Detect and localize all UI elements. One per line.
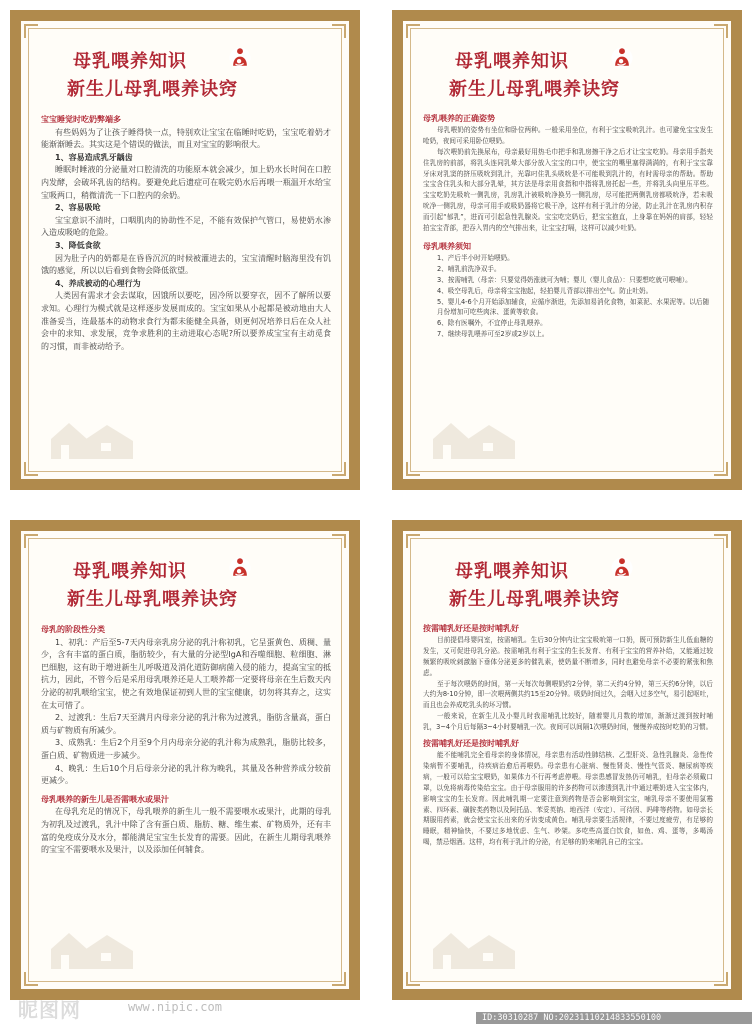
list-item: 7、继续母乳喂养可至2岁或2岁以上。	[437, 330, 549, 339]
paragraph: 能不能哺乳完全看母亲的身体情况，母亲患有活动性肺结核、乙型肝炎、急性乳腺炎、急性传染病暂不要哺乳，待疾病治愈后再喂奶。母亲患有心脏病、慢性肾炎、慢性气管炎、糖尿病等疾病，一般可以给宝宝喂奶，如果体力不行再考虑停喂。母亲患感冒发热仍可哺乳，但母亲必须戴口罩，以免将病毒传染给宝宝。由于母亲服用的许多药物可以渗透到乳汁中通过喂奶进入宝宝体内，影响宝宝的生长发育。因此哺乳期一定要注意到药物是否会影响到宝宝，哺乳母亲不要使用氯霉素、四环素、磺胺类药物以及阿托品、苯妥英钠、地西泮（安定）、可待因、吗啡等药物。如母亲长期服用药素，就会使宝宝长出来的牙齿变成黄色。哺乳母亲要生活规律，不要过度疲劳，有足够的睡眠，精神愉快，不要过多地忧虑、生气、吵架。多吃些高蛋白饮食，如鱼、鸡、蛋等，多喝汤喝，禁忌烟酒。这样，均有利于乳汁的分泌，有足够的奶来哺乳自己的宝宝。	[423, 750, 713, 847]
poster-inner	[21, 21, 349, 479]
house-watermark-icon	[429, 417, 519, 461]
section-title: 母乳喂养的正确姿势	[423, 114, 495, 123]
paragraph: 宝宝意识不清时，口咽肌肉的协助性不足，不能有效保护气管口，易使奶水渗入造成吸呛的危险。	[41, 215, 331, 238]
corner-ornament	[714, 534, 728, 548]
corner-ornament	[714, 972, 728, 986]
corner-ornament	[406, 24, 420, 38]
poster-content	[423, 111, 713, 459]
poster-inner	[403, 21, 731, 479]
title-line2: 新生儿母乳喂养诀窍	[67, 79, 238, 100]
corner-ornament	[332, 534, 346, 548]
mother-baby-icon	[229, 557, 251, 579]
paragraph: 在母乳充足的情况下，母乳喂养的新生儿一般不需要喂水或果汁，此期的母乳为初乳及过渡乳，乳汁中除了含有蛋白质、脂肪、糖、维生素、矿物质外，还有丰富的免疫成分及水分，都能满足宝宝生长发育的需要。因此，在新生儿期母乳喂养的宝宝不需要喂水及果汁，以及添加任何辅食。	[41, 807, 331, 855]
corner-ornament	[332, 972, 346, 986]
list-item: 5、婴儿4-6个月开始添加辅食，应循序渐进，先添加易消化食物，如菜泥、水果泥等。以后随月份增加可吃些肉沫、蛋黄等软食。	[437, 297, 710, 317]
title-line1: 母乳喂养知识	[455, 561, 569, 582]
section-title: 母乳喂养须知	[423, 241, 471, 251]
paragraph: 母乳喂奶的姿势有坐位和卧位两种。一般采用坐位，有利于宝宝吸吮乳汁。也可避免宝宝发生呛奶，夜间可采用卧位喂奶。	[423, 125, 713, 145]
title-line2: 新生儿母乳喂养诀窍	[449, 79, 620, 100]
corner-ornament	[714, 24, 728, 38]
list-item: 2、哺乳前洗净双手。	[437, 264, 501, 273]
poster-feeding-posture	[392, 10, 742, 490]
title-line2: 新生儿母乳喂养诀窍	[67, 589, 238, 610]
section-title: 母乳的阶段性分类	[41, 625, 105, 634]
paragraph: 目前提倡母婴同室，按需哺乳。生后30分钟内让宝宝吸吮第一口奶，既可预防新生儿低血糖的发生，又可促进母乳分泌。按需哺乳有利于宝宝的生长发育、有利于宝宝的营养补给，又能通过较频繁的吸吮刺激脑下垂体分泌更多的催乳素，使奶量不断增多，同时也避免母亲不必要的紧张和焦虑。	[423, 635, 713, 677]
list-item: 1、产后半小时开始喂奶。	[437, 253, 514, 262]
corner-ornament	[332, 462, 346, 476]
subheading: 4、养成被动的心理行为	[55, 278, 141, 288]
subheading: 3、降低食欲	[55, 240, 101, 250]
corner-ornament	[24, 24, 38, 38]
poster-on-demand-feeding	[392, 520, 742, 1000]
house-watermark-icon	[47, 417, 137, 461]
list-item: 3、按需哺乳（母亲：只要觉得奶涨就可为哺；婴儿（婴儿食品）：只要想吃就可喂哺）。	[437, 275, 692, 284]
house-watermark-icon	[47, 927, 137, 971]
site-url-watermark: www.nipic.com	[128, 1000, 222, 1014]
list-item: 6、除有医嘱外，不宜停止母乳喂养。	[437, 319, 547, 328]
corner-ornament	[332, 24, 346, 38]
section-title: 母乳喂养的新生儿是否需喂水或果汁	[41, 794, 169, 804]
image-id-bar: ID:30310287 NO:20231110214833550100	[476, 1012, 752, 1024]
paragraph: 4、晚乳：生后10个月后母亲分泌的乳汁称为晚乳，其量及各种营养成分较前更减少。	[41, 763, 331, 786]
poster-inner	[403, 531, 731, 989]
subheading: 1、容易造成乳牙龋齿	[55, 152, 133, 162]
poster-content	[41, 621, 331, 969]
poster-header	[21, 551, 349, 613]
subheading: 2、容易吸呛	[55, 203, 101, 213]
poster-header	[403, 551, 731, 613]
corner-ornament	[406, 462, 420, 476]
mother-baby-icon	[229, 47, 251, 69]
corner-ornament	[24, 972, 38, 986]
poster-header	[21, 41, 349, 103]
paragraph: 2、过渡乳：生后7天至满月内母亲分泌的乳汁称为过渡乳，脂肪含量高，蛋白质与矿物质有所减少。	[41, 713, 331, 735]
paragraph: 每次喂奶前先换尿布，母亲最好用热毛巾把手和乳房擦干净之后才让宝宝吃奶。母亲用手指夹住乳房的前部，将乳头连同乳晕大部分放入宝宝的口中，使宝宝的嘴里塞得满满的，有利于宝宝靠牙床对乳窦的挤压吸吮到乳汁，光靠叼住乳头吸吮是不可能吸到乳汁的，有时需母亲的帮助。帮助宝宝含住乳头和大部分乳晕，其方法是母亲用食指和中指将乳房托起一些，并将乳头向里压平些。宝宝吃奶先吸吮一侧乳房，乳房乳汁被吸吮净换另一侧乳房，尽可能把两侧乳房都吸吮净，若未吸吮净一侧乳房，母亲可用手或吸奶器将它吸干净，这样有利于乳汁的分泌，防止乳汁在乳房内积存而引起“郁乳”，进而可引起急性乳腺炎。宝宝吃完奶后，把宝宝抱直，上身靠在妈妈的肩部，轻轻拍宝宝背部，把吞入胃内的空气排出来，让宝宝打嗝，这样可以减少吐奶。	[423, 147, 713, 233]
house-watermark-icon	[429, 927, 519, 971]
list-item: 4、吸空母乳后，母亲将宝宝抱起，轻拍婴儿背部以排出空气。防止吐奶。	[437, 286, 653, 295]
section-title: 按需哺乳好还是按时哺乳好	[423, 739, 519, 749]
paragraph: 人类因有需求才会去谋取，因饿所以要吃，因冷所以要穿衣，因不了解所以要求知。心理行为模式就是这样逐步发展而成的。宝宝如果从小起都是被动地由大人准备妥当，连最基本的动物求食行为都未能健全具备，则更何况培养日后在众人社会中的求知、求发展，竞争求胜利的主动进取心态呢?所以要养成宝宝有主动觅食的习惯，而非被动给予。	[41, 291, 331, 351]
poster-milk-stages	[10, 520, 360, 1000]
poster-header	[403, 41, 731, 103]
paragraph: 至于每次喂奶的时间，第一天每次每侧喂奶约2分钟，第二天约4分钟，第三天约6分钟，以后大约为8-10分钟，即一次喂两侧共约15至20分钟。吸奶时间过久，会咽入过多空气，易引起呕吐，而且也会养成吃乳头的坏习惯。	[423, 679, 713, 710]
poster-inner	[21, 531, 349, 989]
corner-ornament	[406, 972, 420, 986]
poster-content	[423, 621, 713, 969]
paragraph: 1、初乳：产后至5-7天内母亲乳房分泌的乳汁称初乳，它呈蛋黄色、质稠、量少，含有丰富的蛋白质，脂肪较少，有大量的分泌型IgA和吞噬细胞、粒细胞、淋巴细胞，这有助于增进新生儿呼吸道及消化道防御病菌入侵的能力，提高宝宝的抵抗力，因此，不管今后是采用母乳喂养还是人工喂养都一定要将母亲在生后数天内分泌的初乳喂给宝宝，使之有效地保证初到人世的宝宝健康，切勿将其弃之，这实在太可惜了。	[41, 637, 331, 710]
site-watermark: 昵图网	[18, 998, 81, 1022]
title-line1: 母乳喂养知识	[73, 51, 187, 72]
paragraph: 因为肚子内的奶都是在昏昏沉沉的时候被灌进去的，宝宝清醒时脑海里没有饥饿的感觉，所以以后看到食物会降低欲望。	[41, 253, 331, 276]
poster-content	[41, 111, 331, 459]
corner-ornament	[406, 534, 420, 548]
section-title: 按需哺乳好还是按时哺乳好	[423, 624, 519, 633]
mother-baby-icon	[611, 557, 633, 579]
title-line2: 新生儿母乳喂养诀窍	[449, 589, 620, 610]
corner-ornament	[24, 462, 38, 476]
paragraph: 一般来说，在新生儿及小婴儿时我需哺乳比较好，随着婴儿月数的增加，渐渐过渡到按时哺乳，3~4个月后每隔3~4小时要哺乳一次。夜间可以间隔1次喂奶时间，慢慢养成按时吃奶的习惯。	[423, 712, 713, 732]
paragraph: 睡眠时睡液的分泌量对口腔清洗的功能原本就会减少，加上奶水长时间在口腔内发酵，会破坏乳齿的结构。要避免此后遗症可在吸完奶水后再喂一瓶温开水给宝宝吸两口，稍微清洗一下口腔内的余奶。	[41, 165, 331, 200]
poster-sleep-feeding	[10, 10, 360, 490]
paragraph: 3、成熟乳：生后2个月至9个月内母亲分泌的乳汁称为成熟乳，脂肪比较多，蛋白质、矿物质进一步减少。	[41, 738, 331, 760]
corner-ornament	[714, 462, 728, 476]
title-line1: 母乳喂养知识	[73, 561, 187, 582]
corner-ornament	[24, 534, 38, 548]
section-title: 宝宝睡觉时吃奶弊端多	[41, 115, 121, 124]
paragraph: 有些妈妈为了让孩子睡得快一点，特别欢让宝宝在临睡时吃奶，宝宝吃着奶才能渐渐睡去。其实这是个错误的做法，而且对宝宝的影响很大。	[41, 127, 331, 150]
title-line1: 母乳喂养知识	[455, 51, 569, 72]
mother-baby-icon	[611, 47, 633, 69]
